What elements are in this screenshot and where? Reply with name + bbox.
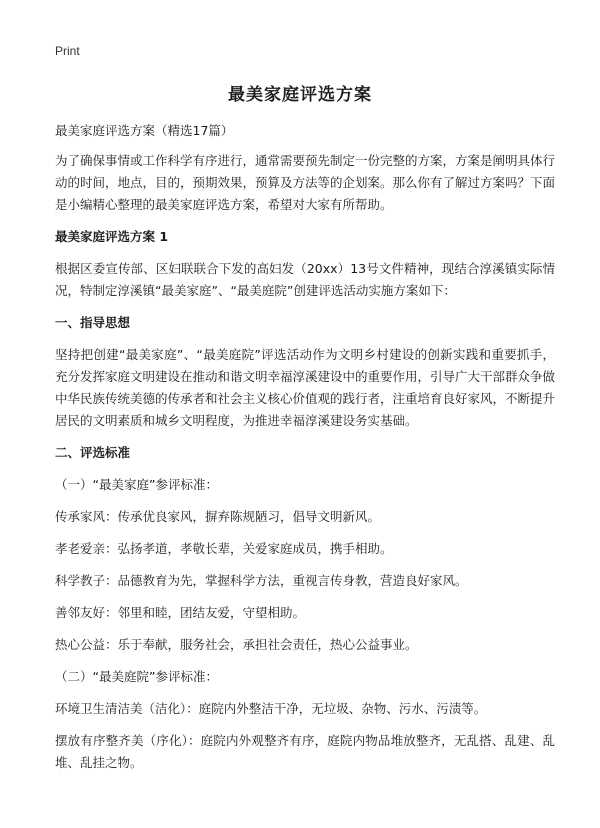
criteria-item: 摆放有序整齐美（序化）：庭院内外观整齐有序，庭院内物品堆放整齐，无乱搭、乱建、乱堆、乱挂之物。: [55, 733, 555, 770]
intro-paragraph: 为了确保事情或工作科学有序进行，通常需要预先制定一份完整的方案，方案是阐明具体行动的时间，地点，目的，预期效果，预算及方法等的企划案。那么你有了解过方案吗？下面是小编精心整理的最美家庭评选方案，希望对大家有所帮助。: [55, 153, 556, 212]
document-body: [55, 120, 555, 784]
criteria-item: 环境卫生清洁美（洁化）：庭院内外整洁干净，无垃圾、杂物、污水、污渍等。: [55, 701, 487, 716]
criteria-item: 热心公益：乐于奉献，服务社会，承担社会责任，热心公益事业。: [55, 637, 418, 652]
criteria-item: 传承家风：传承优良家风，摒弃陈规陋习，倡导文明新风。: [55, 509, 381, 524]
guide-heading: 一、指导思想: [55, 315, 131, 330]
guide-paragraph: 坚持把创建“最美家庭”、“最美庭院”评选活动作为文明乡村建设的创新实践和重要抓手，充分发挥家庭文明建设在推动和谐文明幸福淳溪建设中的重要作用，引导广大干部群众争做中华民族传统美德的传承者和社会主义核心价值观的践行者，注重培育良好家风，不断提升居民的文明素质和城乡文明程度，为推进幸福淳溪建设务实基础。: [55, 347, 556, 428]
criteria-heading: 二、评选标准: [55, 445, 131, 460]
document-title: 最美家庭评选方案: [228, 85, 372, 105]
section-heading: 最美家庭评选方案 1: [55, 229, 169, 244]
family-criteria-label: （一）“最美家庭”参评标准：: [55, 477, 218, 492]
criteria-item: 善邻友好：邻里和睦，团结友爱，守望相助。: [55, 605, 306, 620]
document-subtitle: 最美家庭评选方案（精选17篇）: [55, 123, 234, 138]
yard-criteria-label: （二）“最美庭院”参评标准：: [55, 669, 218, 684]
section-paragraph: 根据区委宣传部、区妇联联合下发的高妇发（20xx）13号文件精神，现结合淳溪镇实际情况，特制定淳溪镇“最美家庭”、“最美庭院”创建评选活动实施方案如下：: [55, 261, 555, 298]
criteria-item: 孝老爱亲：弘扬孝道，孝敬长辈，关爱家庭成员，携手相助。: [55, 541, 393, 556]
criteria-item: 科学教子：品德教育为先，掌握科学方法，重视言传身教，营造良好家风。: [55, 573, 468, 588]
print-link[interactable]: Print: [55, 44, 80, 58]
